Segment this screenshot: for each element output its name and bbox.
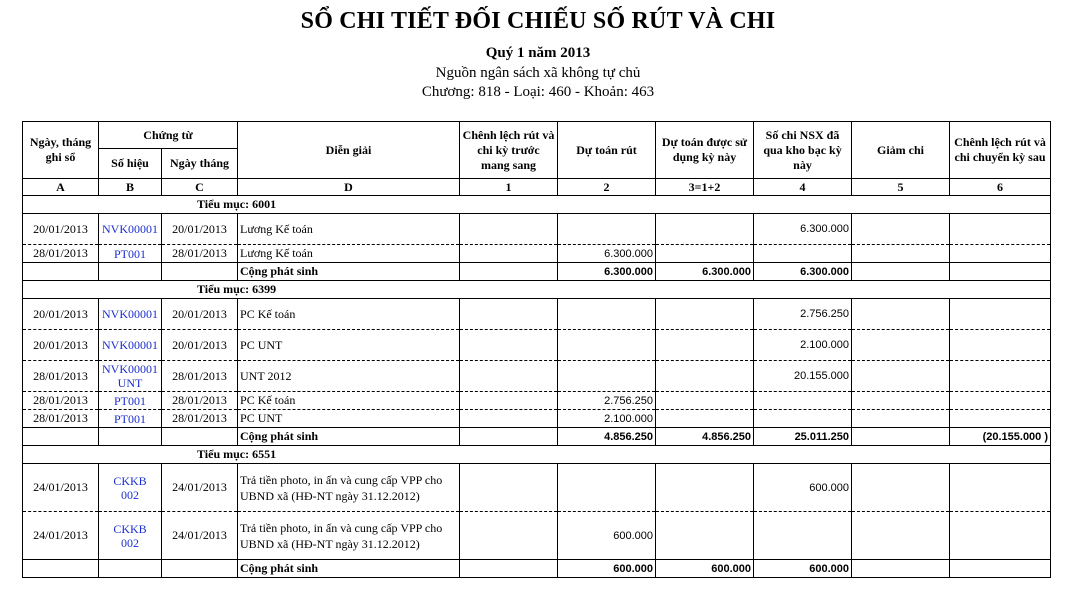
voucher-link[interactable]: NVK00001UNT (99, 361, 162, 392)
cell-date: 28/01/2013 (23, 410, 99, 428)
cell-date: 28/01/2013 (23, 245, 99, 263)
total-withdrawn: 4.856.250 (558, 428, 656, 446)
col-letter: 3=1+2 (656, 179, 754, 196)
total-reduced (852, 560, 950, 578)
cell-diff-prev (460, 214, 558, 245)
cell-spent (754, 410, 852, 428)
table-row (23, 330, 1051, 361)
section-header (23, 281, 1051, 299)
cell-diff-prev (460, 392, 558, 410)
cell-spent (754, 512, 852, 560)
cell-vdate: 24/01/2013 (162, 464, 238, 512)
report-classification: Chương: 818 - Loại: 460 - Khoản: 463 (421, 84, 655, 100)
cell-reduced (852, 245, 950, 263)
cell-date: 20/01/2013 (23, 330, 99, 361)
cell-diff-prev (460, 299, 558, 330)
voucher-link[interactable]: NVK00001 (99, 299, 162, 330)
cell-spent: 600.000 (754, 464, 852, 512)
section-label: Tiểu mục: 6399 (23, 281, 460, 299)
cell-diff-next (950, 392, 1051, 410)
table-row (23, 512, 1051, 560)
col-letter: C (162, 179, 238, 196)
col-letter: B (99, 179, 162, 196)
total-spent: 600.000 (754, 560, 852, 578)
col-voucher: Chứng từ (99, 122, 238, 149)
voucher-link[interactable]: NVK00001 (99, 214, 162, 245)
cell-diff-next (950, 214, 1051, 245)
cell-withdrawn: 2.756.250 (558, 392, 656, 410)
total-row (23, 263, 1051, 281)
cell-vdate: 28/01/2013 (162, 410, 238, 428)
voucher-link[interactable]: PT001 (99, 245, 162, 263)
cell-spent (754, 392, 852, 410)
table-row (23, 392, 1051, 410)
cell-diff-next (950, 464, 1051, 512)
cell-diff-next (950, 361, 1051, 392)
cell-spent: 2.756.250 (754, 299, 852, 330)
table-row (23, 410, 1051, 428)
cell-desc: PC Kế toán (238, 392, 460, 410)
total-row (23, 560, 1051, 578)
total-spent: 6.300.000 (754, 263, 852, 281)
cell-desc: PC Kế toán (238, 299, 460, 330)
cell-spent (754, 245, 852, 263)
cell-vdate: 20/01/2013 (162, 330, 238, 361)
cell-diff-next (950, 410, 1051, 428)
cell-vdate: 24/01/2013 (162, 512, 238, 560)
cell-desc: PC UNT (238, 410, 460, 428)
cell-used (656, 512, 754, 560)
cell-diff-prev (460, 330, 558, 361)
report-source: Nguồn ngân sách xã không tự chủ (435, 65, 641, 81)
table-row (23, 214, 1051, 245)
col-date-recorded: Ngày, tháng ghi sổ (23, 122, 99, 179)
cell-desc: UNT 2012 (238, 361, 460, 392)
total-diff-prev (460, 560, 558, 578)
col-letter: A (23, 179, 99, 196)
col-letter: 6 (950, 179, 1051, 196)
cell-spent: 20.155.000 (754, 361, 852, 392)
total-diff-prev (460, 263, 558, 281)
ledger-table (22, 121, 1051, 578)
table-row (23, 464, 1051, 512)
cell-reduced (852, 299, 950, 330)
cell-used (656, 330, 754, 361)
cell-reduced (852, 214, 950, 245)
cell-used (656, 392, 754, 410)
total-diff-next: (20.155.000 ) (950, 428, 1051, 446)
cell-date: 28/01/2013 (23, 392, 99, 410)
voucher-link[interactable]: NVK00001 (99, 330, 162, 361)
total-withdrawn: 600.000 (558, 560, 656, 578)
cell-withdrawn (558, 361, 656, 392)
total-spent: 25.011.250 (754, 428, 852, 446)
total-used: 4.856.250 (656, 428, 754, 446)
table-row (23, 361, 1051, 392)
col-voucher-no: Số hiệu (99, 149, 162, 179)
col-letter: 1 (460, 179, 558, 196)
cell-desc: Lương Kế toán (238, 245, 460, 263)
col-description: Diễn giải (238, 122, 460, 179)
col-letter: 4 (754, 179, 852, 196)
total-diff-prev (460, 428, 558, 446)
cell-date: 28/01/2013 (23, 361, 99, 392)
cell-reduced (852, 392, 950, 410)
cell-used (656, 361, 754, 392)
cell-date: 24/01/2013 (23, 464, 99, 512)
section-header (23, 446, 1051, 464)
col-diff-prev: Chênh lệch rút và chi kỳ trước mang sang (460, 122, 558, 179)
total-used: 6.300.000 (656, 263, 754, 281)
cell-withdrawn: 2.100.000 (558, 410, 656, 428)
cell-date: 20/01/2013 (23, 214, 99, 245)
cell-spent: 6.300.000 (754, 214, 852, 245)
cell-withdrawn: 6.300.000 (558, 245, 656, 263)
cell-used (656, 464, 754, 512)
col-budget-used: Dự toán được sử dụng kỳ này (656, 122, 754, 179)
cell-reduced (852, 330, 950, 361)
total-reduced (852, 428, 950, 446)
cell-reduced (852, 410, 950, 428)
col-voucher-date: Ngày tháng (162, 149, 238, 179)
total-diff-next (950, 560, 1051, 578)
cell-withdrawn (558, 330, 656, 361)
section-label: Tiểu mục: 6551 (23, 446, 460, 464)
report-period: Quý 1 năm 2013 (485, 45, 591, 61)
table-row (23, 245, 1051, 263)
col-reduced: Giảm chi (852, 122, 950, 179)
cell-diff-prev (460, 361, 558, 392)
cell-diff-next (950, 245, 1051, 263)
table-row (23, 299, 1051, 330)
cell-diff-next (950, 330, 1051, 361)
cell-vdate: 20/01/2013 (162, 299, 238, 330)
cell-vdate: 28/01/2013 (162, 392, 238, 410)
voucher-link[interactable]: PT001 (99, 392, 162, 410)
cell-vdate: 20/01/2013 (162, 214, 238, 245)
cell-vdate: 28/01/2013 (162, 245, 238, 263)
cell-diff-prev (460, 464, 558, 512)
cell-desc: PC UNT (238, 330, 460, 361)
total-label: Cộng phát sinh (238, 560, 460, 578)
cell-reduced (852, 512, 950, 560)
cell-spent: 2.100.000 (754, 330, 852, 361)
cell-desc: Trả tiền photo, in ấn và cung cấp VPP cho UBND xã (HĐ-NT ngày 31.12.2012) (238, 512, 460, 560)
total-diff-next (950, 263, 1051, 281)
total-label: Cộng phát sinh (238, 263, 460, 281)
total-used: 600.000 (656, 560, 754, 578)
cell-reduced (852, 464, 950, 512)
cell-date: 24/01/2013 (23, 512, 99, 560)
voucher-link[interactable]: CKKB002 (99, 464, 162, 512)
section-label: Tiểu mục: 6001 (23, 196, 460, 214)
voucher-link[interactable]: PT001 (99, 410, 162, 428)
cell-withdrawn (558, 214, 656, 245)
cell-withdrawn (558, 299, 656, 330)
cell-date: 20/01/2013 (23, 299, 99, 330)
cell-diff-prev (460, 512, 558, 560)
total-reduced (852, 263, 950, 281)
section-header (23, 196, 1051, 214)
col-letter: 5 (852, 179, 950, 196)
cell-used (656, 214, 754, 245)
total-row (23, 428, 1051, 446)
cell-vdate: 28/01/2013 (162, 361, 238, 392)
cell-diff-next (950, 512, 1051, 560)
cell-diff-prev (460, 245, 558, 263)
cell-reduced (852, 361, 950, 392)
cell-desc: Trả tiền photo, in ấn và cung cấp VPP cho UBND xã (HĐ-NT ngày 31.12.2012) (238, 464, 460, 512)
cell-diff-prev (460, 410, 558, 428)
cell-withdrawn: 600.000 (558, 512, 656, 560)
cell-used (656, 299, 754, 330)
voucher-link[interactable]: CKKB002 (99, 512, 162, 560)
cell-diff-next (950, 299, 1051, 330)
total-label: Cộng phát sinh (238, 428, 460, 446)
col-diff-next: Chênh lệch rút và chi chuyển kỳ sau (950, 122, 1051, 179)
col-letter: 2 (558, 179, 656, 196)
report-title: SỔ CHI TIẾT ĐỐI CHIẾU SỐ RÚT VÀ CHI (300, 8, 776, 34)
col-spent-treasury: Số chi NSX đã qua kho bạc kỳ này (754, 122, 852, 179)
col-letter: D (238, 179, 460, 196)
cell-withdrawn (558, 464, 656, 512)
col-budget-withdrawn: Dự toán rút (558, 122, 656, 179)
cell-desc: Lương Kế toán (238, 214, 460, 245)
total-withdrawn: 6.300.000 (558, 263, 656, 281)
cell-used (656, 245, 754, 263)
cell-used (656, 410, 754, 428)
